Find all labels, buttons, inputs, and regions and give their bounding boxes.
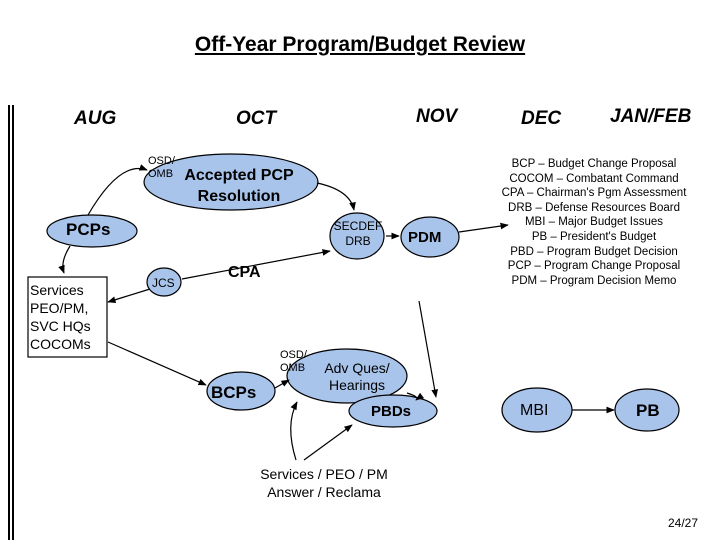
pcps-label: PCPs	[66, 220, 111, 239]
accepted-pcp-line2: Resolution	[197, 188, 281, 205]
legend-item: MBI – Major Budget Issues	[524, 216, 664, 229]
arrow-pcps-to-services	[63, 246, 70, 273]
month-aug: AUG	[74, 108, 117, 129]
legend-item: DRB – Defense Resources Board	[508, 201, 680, 214]
legend-item: BCP – Budget Change Proposal	[511, 158, 677, 170]
adv-ques-line1: Adv Ques/	[324, 360, 390, 376]
legend-item: PB – President's Budget	[531, 230, 657, 243]
acronym-legend	[478, 157, 710, 288]
arrow-jcs-to-services	[108, 289, 150, 302]
secdef-label	[330, 219, 386, 249]
legend-item: PDM – Program Decision Memo	[511, 274, 677, 287]
services-line1: Services	[30, 282, 84, 298]
cpa-label: CPA	[228, 264, 261, 281]
jcs-label: JCS	[152, 276, 175, 290]
answer-line2: Answer / Reclama	[267, 484, 381, 500]
mbi-label: MBI	[520, 402, 549, 419]
secdef-line2: DRB	[345, 234, 371, 248]
legend-item: PBD – Program Budget Decision	[510, 245, 678, 258]
answer-line1: Services / PEO / PM	[260, 466, 388, 482]
accepted-pcp-label	[184, 165, 294, 207]
bcps-label: BCPs	[211, 383, 257, 402]
page-number: 24/27	[667, 516, 698, 530]
adv-ques-line2: Hearings	[328, 377, 386, 393]
services-line3: SVC HQs	[30, 318, 91, 334]
arrow-accepted-to-secdef	[317, 183, 354, 210]
adv-ques-label	[312, 360, 402, 394]
arrow-services-to-bcps	[108, 342, 206, 385]
slide-title: Off-Year Program/Budget Review	[194, 33, 526, 56]
pb-label: PB	[636, 401, 660, 420]
arrow-pdm-to-pbds	[419, 301, 436, 397]
services-line2: PEO/PM,	[30, 300, 89, 316]
legend-item: PCP – Program Change Proposal	[507, 260, 681, 273]
answer-reclama-label	[224, 465, 424, 501]
services-line4: COCOMs	[30, 336, 91, 352]
month-oct: OCT	[236, 108, 277, 129]
month-nov: NOV	[416, 106, 458, 127]
accepted-pcp-prefix: OSD/ OMB	[148, 155, 175, 180]
adv-ques-prefix: OSD/ OMB	[280, 349, 307, 374]
pbds-label: PBDs	[371, 403, 412, 420]
pdm-label: PDM	[408, 229, 442, 246]
month-janfeb: JAN/FEB	[610, 106, 692, 127]
month-dec: DEC	[521, 108, 562, 129]
arrow-bcps-to-adv	[275, 380, 289, 388]
arrow-pcps-to-accepted	[88, 168, 147, 215]
arrow-answer-to-pbds	[304, 425, 352, 460]
secdef-line1: SECDEF	[333, 219, 383, 233]
legend-item: COCOM – Combatant Command	[509, 172, 679, 185]
legend-item: CPA – Chairman's Pgm Assessment	[501, 187, 687, 200]
services-label	[30, 281, 91, 353]
accepted-pcp-line1: Accepted PCP	[184, 167, 294, 184]
arrow-answer-to-adv	[291, 402, 297, 460]
